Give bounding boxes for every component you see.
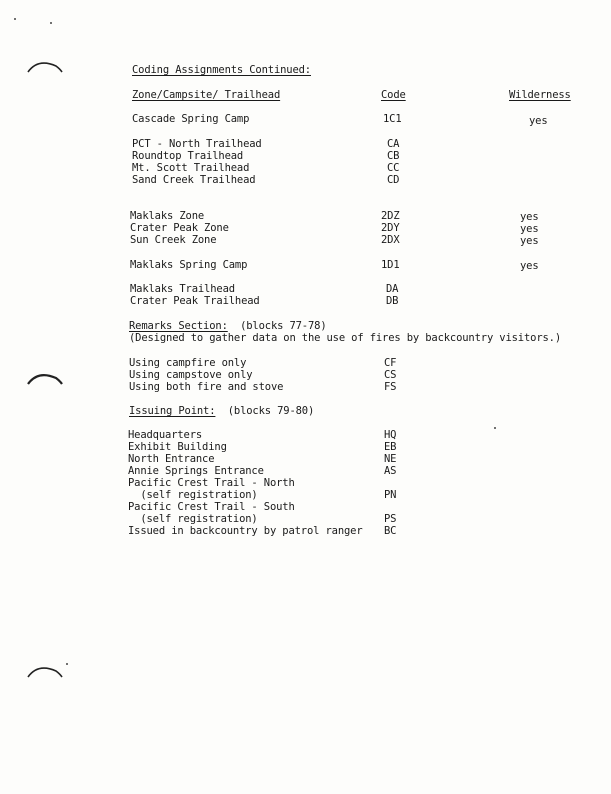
zone-code: 2DZ — [381, 210, 400, 222]
issuing-item-code: AS — [384, 465, 397, 477]
issuing-item-code: NE — [384, 453, 397, 465]
zone-wilderness: yes — [520, 211, 539, 223]
zone-code: CD — [387, 174, 400, 186]
zone-name: Maklaks Zone — [130, 210, 205, 222]
issuing-item-code: PS — [384, 513, 397, 525]
remarks-note: (Designed to gather data on the use of fires by backcountry visitors.) — [129, 332, 562, 344]
issuing-item-label: Pacific Crest Trail - North — [128, 477, 295, 489]
zone-code: DB — [386, 295, 399, 307]
zone-name: Crater Peak Zone — [130, 222, 229, 234]
paper-speck — [494, 427, 496, 429]
remarks-item-code: CF — [384, 357, 397, 369]
zone-code: 1D1 — [381, 259, 400, 271]
issuing-item-label: Exhibit Building — [128, 441, 227, 453]
remarks-item-label: Using campstove only — [129, 369, 253, 381]
zone-wilderness: yes — [520, 223, 539, 235]
zone-name: Roundtop Trailhead — [132, 150, 244, 162]
zone-code: CA — [387, 138, 400, 150]
column-header-zone: Zone/Campsite/ Trailhead — [132, 89, 281, 101]
issuing-item-label: Annie Springs Entrance — [128, 465, 264, 477]
remarks-item-label: Using both fire and stove — [129, 381, 284, 393]
issuing-blocks: (blocks 79-80) — [227, 405, 315, 417]
remarks-item-label: Using campfire only — [129, 357, 247, 369]
zone-name: Maklaks Trailhead — [130, 283, 235, 295]
issuing-heading-row — [129, 405, 314, 417]
issuing-heading: Issuing Point: — [129, 405, 216, 417]
zone-code: 1C1 — [383, 113, 402, 125]
binder-hole-mark-middle — [26, 372, 64, 386]
zone-name: PCT - North Trailhead — [132, 138, 262, 150]
zone-wilderness: yes — [520, 260, 539, 272]
issuing-item-code: HQ — [384, 429, 397, 441]
zone-code: CB — [387, 150, 400, 162]
zone-code: 2DY — [381, 222, 400, 234]
issuing-item-label: Headquarters — [128, 429, 203, 441]
issuing-item-code: PN — [384, 489, 397, 501]
zone-wilderness: yes — [529, 115, 548, 127]
column-header-wilderness: Wilderness — [509, 89, 571, 101]
remarks-item-code: CS — [384, 369, 397, 381]
issuing-item-label: (self registration) — [128, 489, 258, 501]
remarks-heading-row — [129, 320, 327, 332]
issuing-item-label: Issued in backcountry by patrol ranger — [128, 525, 363, 537]
issuing-item-label: North Entrance — [128, 453, 215, 465]
zone-code: DA — [386, 283, 399, 295]
zone-name: Cascade Spring Camp — [132, 113, 250, 125]
remarks-item-code: FS — [384, 381, 397, 393]
zone-name: Sand Creek Trailhead — [132, 174, 256, 186]
zone-code: CC — [387, 162, 400, 174]
issuing-item-code: BC — [384, 525, 397, 537]
zone-name: Mt. Scott Trailhead — [132, 162, 250, 174]
binder-hole-mark-bottom — [26, 665, 64, 679]
remarks-heading: Remarks Section: — [129, 320, 228, 332]
zone-name: Sun Creek Zone — [130, 234, 217, 246]
paper-speck — [66, 663, 68, 665]
remarks-blocks: (blocks 77-78) — [240, 320, 327, 332]
issuing-item-label: Pacific Crest Trail - South — [128, 501, 295, 513]
zone-name: Maklaks Spring Camp — [130, 259, 248, 271]
page-title: Coding Assignments Continued: — [132, 64, 311, 76]
binder-hole-mark-top — [26, 60, 64, 74]
issuing-item-code: EB — [384, 441, 397, 453]
zone-code: 2DX — [381, 234, 400, 246]
paper-speck — [14, 18, 16, 20]
paper-speck — [50, 22, 52, 24]
issuing-item-label: (self registration) — [128, 513, 258, 525]
zone-name: Crater Peak Trailhead — [130, 295, 260, 307]
column-header-code: Code — [381, 89, 406, 101]
zone-wilderness: yes — [520, 235, 539, 247]
